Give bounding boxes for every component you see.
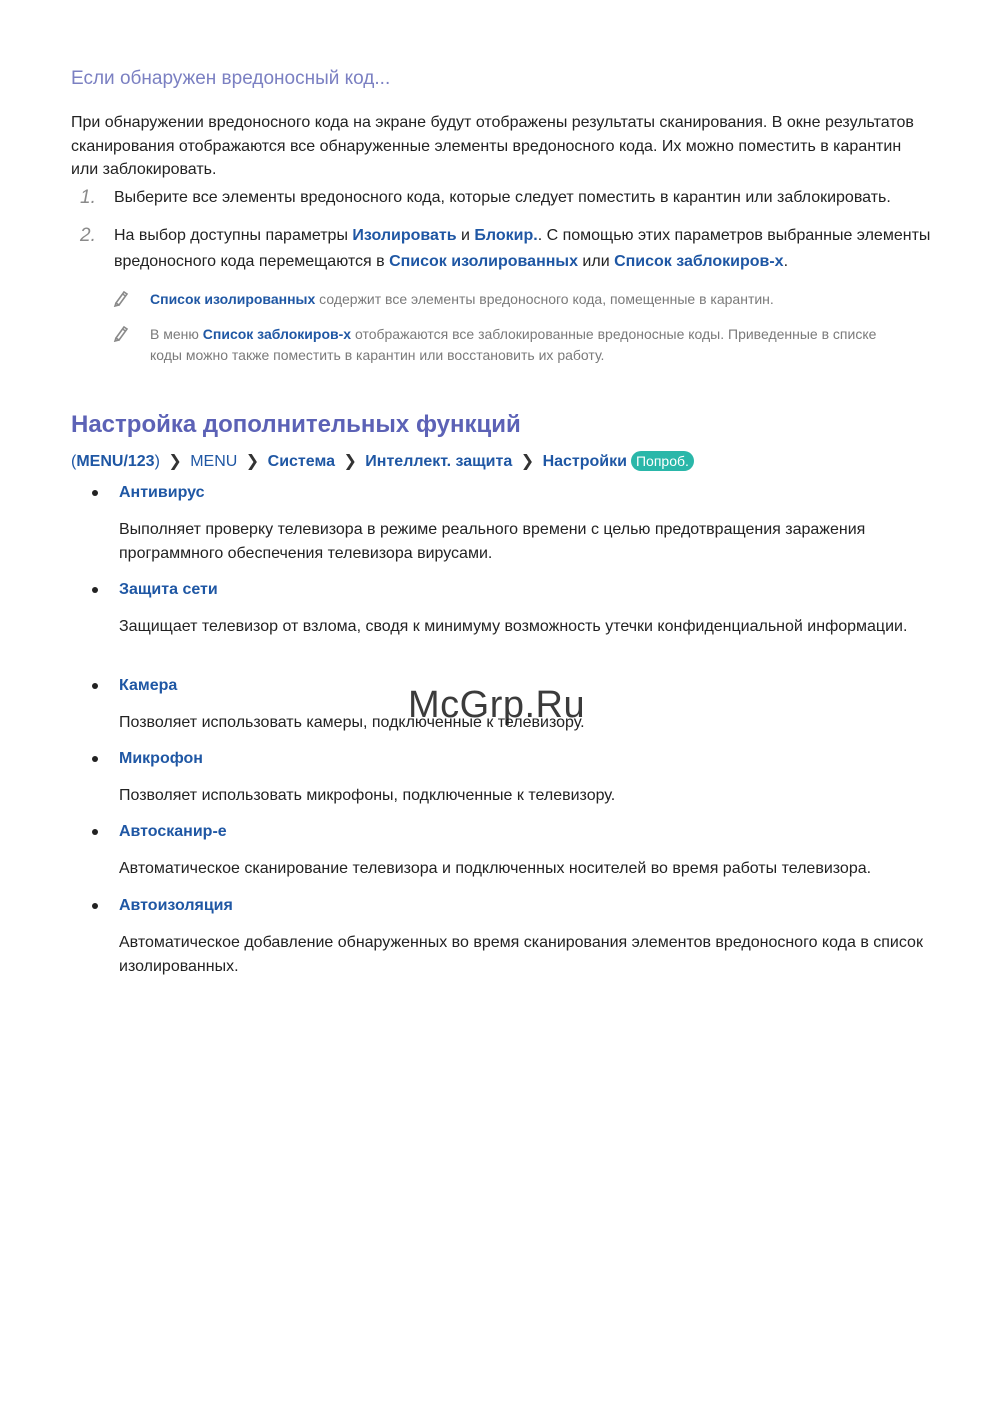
feature-description: Позволяет использовать микрофоны, подключенные к телевизору. — [119, 787, 616, 804]
step-1 — [71, 185, 941, 211]
breadcrumb-paren: ( — [71, 453, 77, 470]
section-title: Настройка дополнительных функций — [71, 411, 521, 438]
feature-title[interactable]: Защита сети — [119, 581, 218, 598]
step-number: 1. — [80, 187, 96, 208]
chevron-right-icon: ❯ — [168, 453, 182, 470]
intro-paragraph: При обнаружении вредоносного кода на экране будут отображены результаты сканирования. В окне результатов сканирования отображаются все обнаруженные элементы вредоносного кода. Их можно поместить в карантин или заблокировать. — [71, 114, 914, 178]
feature-description: Защищает телевизор от взлома, сводя к минимуму возможность утечки конфиденциальной информации. — [119, 618, 908, 635]
feature-description: Выполняет проверку телевизора в режиме реального времени с целью предотвращения заражения программного обеспечения телевизора вирусами. — [119, 521, 866, 562]
bullet-icon — [92, 587, 98, 593]
section-subtitle: Если обнаружен вредоносный код... — [71, 68, 391, 89]
breadcrumb-item-system[interactable]: Система — [267, 453, 335, 470]
feature-description: Автоматическое добавление обнаруженных во время сканирования элементов вредоносного кода в список изолированных. — [119, 934, 923, 975]
feature-title[interactable]: Антивирус — [119, 484, 205, 501]
try-now-button[interactable]: Попроб. — [631, 451, 694, 471]
breadcrumb-item-settings[interactable]: Настройки — [542, 453, 627, 470]
chevron-right-icon: ❯ — [245, 453, 260, 470]
step-text: Выберите все элементы вредоносного кода, которые следует поместить в карантин или заблокировать. — [114, 189, 891, 206]
step-text-part: . — [783, 253, 789, 270]
note-1 — [113, 289, 903, 310]
note-2 — [113, 324, 903, 366]
breadcrumb-item-smart-security[interactable]: Интеллект. защита — [365, 453, 513, 470]
bullet-icon — [92, 683, 98, 689]
breadcrumb — [71, 451, 694, 473]
step-text — [114, 223, 941, 275]
note-text — [150, 324, 903, 366]
bullet-icon — [92, 490, 98, 496]
note-text-part: содержит все элементы вредоносного кода, помещенные в карантин. — [315, 291, 774, 307]
feature-item-autoisolation — [71, 895, 931, 978]
feature-description: Автоматическое сканирование телевизора и подключенных носителей во время работы телевизора. — [119, 860, 872, 877]
bullet-icon — [92, 756, 98, 762]
bullet-icon — [92, 903, 98, 909]
feature-title[interactable]: Микрофон — [119, 750, 203, 767]
chevron-right-icon: ❯ — [343, 453, 357, 470]
step-text-part: или — [577, 253, 615, 270]
feature-description: Позволяет использовать камеры, подключенные к телевизору. — [119, 714, 585, 731]
feature-item-autoscan — [71, 821, 931, 881]
block-link[interactable]: Блокир. — [474, 227, 538, 244]
blocked-list-link[interactable]: Список заблокиров-х — [202, 326, 352, 342]
feature-title[interactable]: Камера — [119, 677, 178, 694]
step-2 — [71, 223, 941, 275]
note-text — [150, 289, 903, 310]
feature-item-network-protection — [71, 579, 931, 639]
blocked-list-link[interactable]: Список заблокиров-х — [614, 253, 784, 270]
pencil-icon — [113, 289, 129, 307]
isolate-link[interactable]: Изолировать — [352, 227, 457, 244]
chevron-right-icon: ❯ — [520, 453, 535, 470]
feature-item-antivirus — [71, 482, 931, 565]
breadcrumb-menu123[interactable]: MENU/123 — [76, 453, 155, 470]
feature-title[interactable]: Автосканир-е — [119, 823, 227, 840]
quarantine-list-link[interactable]: Список изолированных — [150, 291, 316, 307]
pencil-icon — [113, 324, 129, 342]
note-text-part: отображаются все заблокированные вредоносные коды. Приведенные в списке коды можно также поместить в карантин или восстановить их работу. — [150, 326, 877, 363]
breadcrumb-item-menu[interactable]: MENU — [190, 453, 238, 470]
step-text-part: . С помощью этих параметров выбранные элементы вредоносного кода перемещаются в — [114, 227, 931, 270]
step-text-part: и — [456, 227, 475, 244]
step-text-part: На выбор доступны параметры — [114, 227, 353, 244]
feature-title[interactable]: Автоизоляция — [119, 897, 233, 914]
watermark: McGrp.Ru — [408, 684, 586, 726]
bullet-icon — [92, 829, 98, 835]
breadcrumb-paren: ) — [154, 453, 160, 470]
step-number: 2. — [80, 225, 96, 246]
feature-item-microphone — [71, 748, 931, 808]
quarantine-list-link[interactable]: Список изолированных — [389, 253, 578, 270]
note-text-part: В меню — [150, 326, 203, 342]
